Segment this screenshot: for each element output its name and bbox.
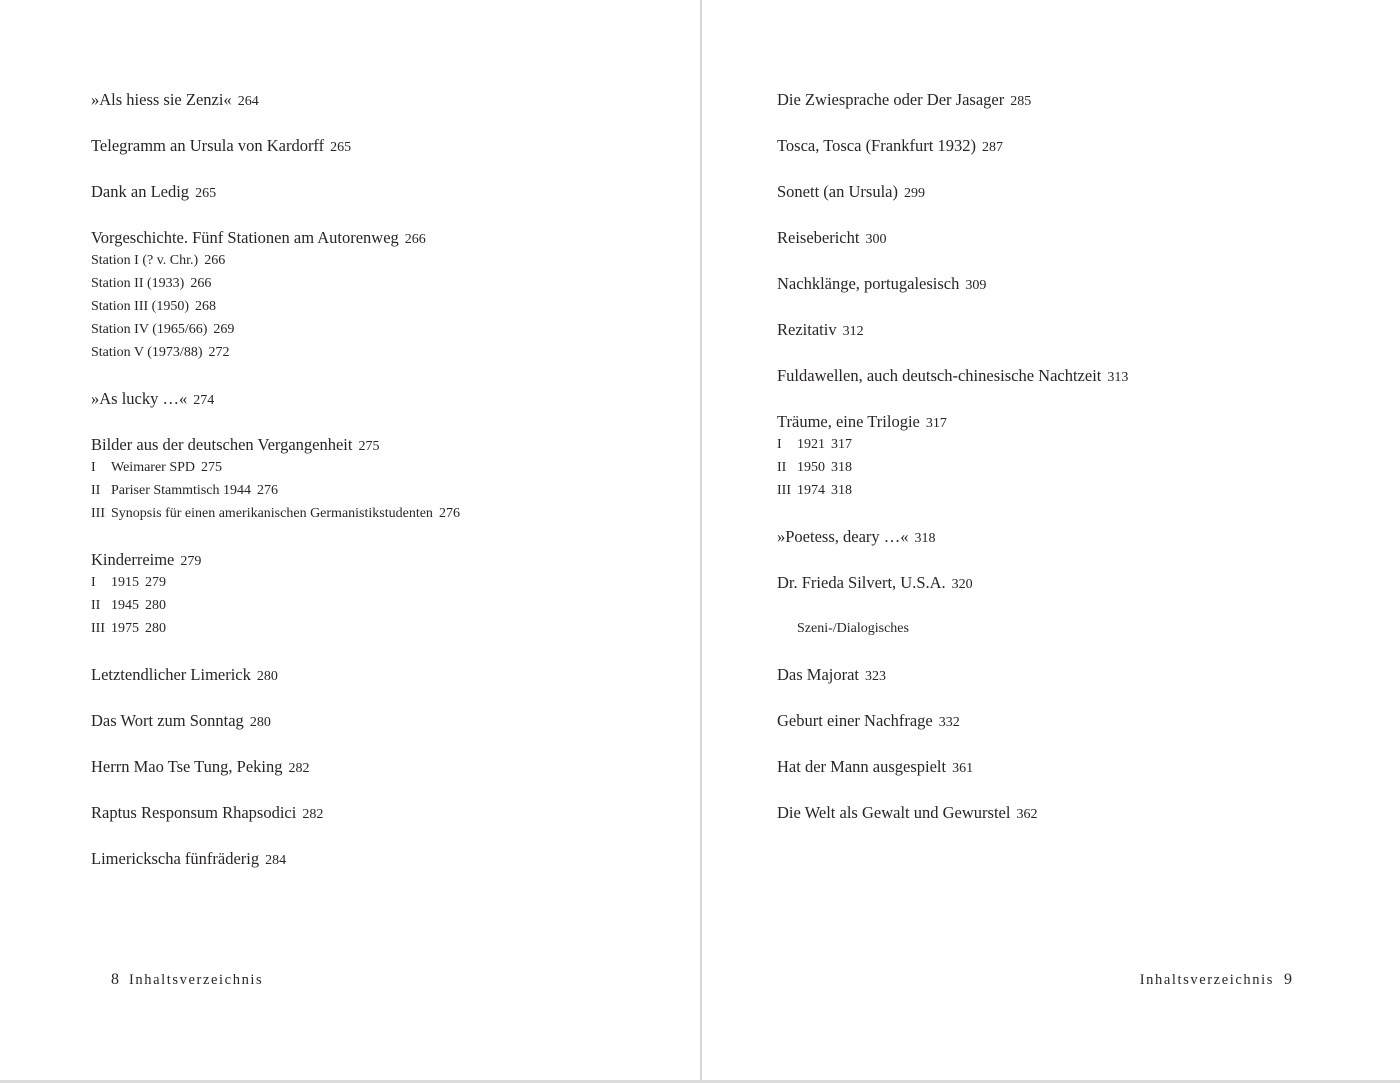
toc-entry bbox=[777, 318, 1128, 341]
toc-entry bbox=[91, 548, 460, 640]
toc-page-number: 284 bbox=[265, 853, 287, 868]
toc-subentry bbox=[91, 456, 460, 479]
toc-entry-line bbox=[777, 364, 1128, 387]
toc-subentry bbox=[91, 571, 460, 594]
toc-subentry-numeral: II bbox=[777, 460, 787, 475]
toc-entry-title: Limerickscha fünfräderig bbox=[91, 849, 260, 868]
toc-page-number: 264 bbox=[237, 94, 259, 109]
toc-page-number: 282 bbox=[288, 761, 310, 776]
toc-page-number: 280 bbox=[145, 621, 166, 636]
running-head: Inhaltsverzeichnis bbox=[1139, 972, 1274, 988]
toc-entry-line bbox=[777, 180, 1128, 203]
toc-subentry bbox=[91, 617, 460, 640]
toc-page-number: 266 bbox=[190, 276, 212, 291]
toc-page-number: 280 bbox=[249, 715, 271, 730]
toc-entry-title: Die Welt als Gewalt und Gewurstel bbox=[777, 803, 1011, 822]
toc-entry-title: Dr. Frieda Silvert, U.S.A. bbox=[777, 573, 946, 592]
toc-entry bbox=[91, 134, 460, 157]
toc-subentry-numeral: II bbox=[91, 598, 101, 613]
toc-page-number: 318 bbox=[914, 531, 936, 546]
toc-subentry bbox=[777, 479, 1128, 502]
toc-entry bbox=[777, 525, 1128, 548]
toc-entry bbox=[91, 433, 460, 525]
toc-subentry-numeral: II bbox=[91, 483, 101, 498]
toc-entry-line bbox=[777, 226, 1128, 249]
toc-entry-title: Sonett (an Ursula) bbox=[777, 182, 898, 201]
toc-subentry-title: Station II (1933) bbox=[91, 276, 185, 291]
toc-entry bbox=[91, 88, 460, 111]
left-page bbox=[0, 0, 700, 1080]
toc-subentry-title: Station I (? v. Chr.) bbox=[91, 253, 199, 268]
toc-entry-line bbox=[91, 134, 460, 157]
toc-entry-line bbox=[91, 387, 460, 410]
toc-subentry-title: Synopsis für einen amerikanischen Germanistikstudenten bbox=[111, 506, 433, 521]
toc-entry-line bbox=[777, 801, 1128, 824]
toc-entry-line bbox=[777, 525, 1128, 548]
toc-subentry-numeral: III bbox=[91, 506, 105, 521]
toc-subentry-title: Station V (1973/88) bbox=[91, 345, 203, 360]
toc-subentry-title: Pariser Stammtisch 1944 bbox=[111, 483, 251, 498]
toc-entry-title: Hat der Mann ausgespielt bbox=[777, 757, 947, 776]
toc-subentry bbox=[91, 594, 460, 617]
toc-page-number: 275 bbox=[358, 439, 380, 454]
toc-page-number: 317 bbox=[925, 416, 947, 431]
toc-entry-line bbox=[777, 272, 1128, 295]
toc-entry-line bbox=[91, 755, 460, 778]
toc-entry-line bbox=[91, 847, 460, 870]
toc-subentry-title: 1915 bbox=[111, 575, 139, 590]
toc-entry-line bbox=[91, 226, 460, 249]
toc-page-number: 276 bbox=[257, 483, 278, 498]
toc-page-number: 300 bbox=[865, 232, 887, 247]
toc-page-number: 361 bbox=[952, 761, 974, 776]
toc-subentry bbox=[777, 433, 1128, 456]
toc-entry-title: Dank an Ledig bbox=[91, 182, 190, 201]
toc-entry bbox=[91, 709, 460, 732]
footer-right bbox=[1140, 968, 1292, 992]
toc-page-number: 313 bbox=[1107, 370, 1129, 385]
toc-page-number: 275 bbox=[201, 460, 223, 475]
toc-page-number: 299 bbox=[903, 186, 925, 201]
toc-entry bbox=[777, 755, 1128, 778]
toc-entry-line bbox=[777, 134, 1128, 157]
toc-subentry-title: 1974 bbox=[797, 483, 825, 498]
toc-page-number: 332 bbox=[938, 715, 960, 730]
toc-entry-line bbox=[777, 571, 1128, 594]
toc-entry-title: Letztendlicher Limerick bbox=[91, 665, 251, 684]
toc-page-number: 280 bbox=[145, 598, 166, 613]
toc-entry-line bbox=[91, 801, 460, 824]
toc-subentry bbox=[91, 272, 460, 295]
toc-entry-title: Rezitativ bbox=[777, 320, 837, 339]
toc-page-number: 272 bbox=[208, 345, 230, 360]
toc-entry-line bbox=[777, 755, 1128, 778]
footer-left bbox=[111, 968, 263, 992]
toc-entry bbox=[777, 571, 1128, 594]
toc-page-number: 320 bbox=[951, 577, 973, 592]
toc-subentry-title: 1945 bbox=[111, 598, 139, 613]
page-number: 8 bbox=[111, 971, 119, 988]
toc-page-number: 279 bbox=[180, 554, 202, 569]
toc-entry bbox=[91, 387, 460, 410]
toc-entry-title: Träume, eine Trilogie bbox=[777, 412, 920, 431]
toc-entry-line bbox=[777, 410, 1128, 433]
toc-entry-title: Bilder aus der deutschen Vergangenheit bbox=[91, 435, 353, 454]
toc-entry-line bbox=[777, 318, 1128, 341]
toc-entry-line bbox=[91, 709, 460, 732]
toc-subentry bbox=[91, 479, 460, 502]
toc-entry-line bbox=[777, 709, 1128, 732]
toc-subentry-numeral: III bbox=[91, 621, 105, 636]
toc-entry-title: Reisebericht bbox=[777, 228, 860, 247]
toc-page-number: 285 bbox=[1010, 94, 1032, 109]
toc-entry-title: Das Majorat bbox=[777, 665, 860, 684]
toc-entry-line bbox=[91, 180, 460, 203]
toc-page-number: 317 bbox=[831, 437, 852, 452]
toc-subentry bbox=[91, 295, 460, 318]
toc-entry-title: Die Zwiesprache oder Der Jasager bbox=[777, 90, 1005, 109]
toc-entry-title: Telegramm an Ursula von Kardorff bbox=[91, 136, 325, 155]
toc-page-number: 318 bbox=[831, 483, 852, 498]
toc-entry bbox=[777, 88, 1128, 111]
page-number: 9 bbox=[1284, 971, 1292, 988]
right-page bbox=[702, 0, 1400, 1080]
toc-page-number: 312 bbox=[842, 324, 864, 339]
toc-entry-title: Vorgeschichte. Fünf Stationen am Autorenweg bbox=[91, 228, 399, 247]
running-head: Inhaltsverzeichnis bbox=[129, 972, 264, 988]
toc-entry bbox=[91, 663, 460, 686]
toc-list-right bbox=[777, 88, 1128, 847]
toc-entry-title: Herrn Mao Tse Tung, Peking bbox=[91, 757, 283, 776]
toc-entry bbox=[777, 272, 1128, 295]
section-heading: Szeni-/Dialogisches bbox=[797, 621, 909, 636]
toc-subentry bbox=[91, 341, 460, 364]
toc-entry-line bbox=[777, 88, 1128, 111]
toc-entry-line bbox=[777, 663, 1128, 686]
toc-page-number: 282 bbox=[302, 807, 324, 822]
toc-page-number: 280 bbox=[256, 669, 278, 684]
toc-subentry-title: 1950 bbox=[797, 460, 825, 475]
toc-entry bbox=[91, 847, 460, 870]
toc-entry-line bbox=[91, 88, 460, 111]
toc-entry-title: Raptus Responsum Rhapsodici bbox=[91, 803, 297, 822]
toc-entry-title: Nachklänge, portugalesisch bbox=[777, 274, 960, 293]
toc-entry bbox=[777, 801, 1128, 824]
toc-subentry bbox=[91, 502, 460, 525]
toc-entry bbox=[777, 180, 1128, 203]
toc-subentry bbox=[91, 318, 460, 341]
toc-entry-title: »Als hiess sie Zenzi« bbox=[91, 90, 232, 109]
toc-entry-line bbox=[91, 433, 460, 456]
toc-subentry-numeral: I bbox=[777, 437, 782, 452]
toc-page-number: 274 bbox=[193, 393, 215, 408]
toc-subentry-numeral: I bbox=[91, 575, 96, 590]
toc-page-number: 268 bbox=[194, 299, 216, 314]
toc-subentry-numeral: III bbox=[777, 483, 791, 498]
toc-entry bbox=[777, 364, 1128, 387]
toc-subentry-numeral: I bbox=[91, 460, 96, 475]
toc-subentry-title: Weimarer SPD bbox=[111, 460, 196, 475]
toc-entry bbox=[777, 617, 1128, 640]
toc-entry bbox=[91, 755, 460, 778]
toc-page-number: 362 bbox=[1016, 807, 1038, 822]
toc-entry-title: Kinderreime bbox=[91, 550, 175, 569]
toc-entry bbox=[777, 134, 1128, 157]
toc-entry bbox=[91, 801, 460, 824]
toc-subentry bbox=[91, 249, 460, 272]
toc-page-number: 279 bbox=[145, 575, 166, 590]
toc-entry bbox=[777, 663, 1128, 686]
toc-entry-line bbox=[91, 663, 460, 686]
toc-page-number: 287 bbox=[982, 140, 1003, 155]
toc-page-number: 276 bbox=[438, 506, 460, 521]
toc-entry-title: Tosca, Tosca (Frankfurt 1932) bbox=[777, 136, 976, 155]
toc-page-number: 269 bbox=[213, 322, 235, 337]
toc-entry-title: Geburt einer Nachfrage bbox=[777, 711, 933, 730]
toc-subentry-title: 1921 bbox=[797, 437, 825, 452]
toc-entry-title: »Poetess, deary …« bbox=[777, 527, 909, 546]
toc-page-number: 323 bbox=[865, 669, 887, 684]
toc-page-number: 266 bbox=[204, 253, 226, 268]
toc-subentry-title: Station III (1950) bbox=[91, 299, 189, 314]
toc-subentry-title: 1975 bbox=[111, 621, 139, 636]
toc-entry-line bbox=[91, 548, 460, 571]
toc-entry-title: Das Wort zum Sonntag bbox=[91, 711, 244, 730]
toc-entry-title: Fuldawellen, auch deutsch-chinesische Nachtzeit bbox=[777, 366, 1102, 385]
toc-subentry bbox=[777, 456, 1128, 479]
toc-entry bbox=[777, 410, 1128, 502]
toc-page-number: 266 bbox=[404, 232, 426, 247]
toc-entry bbox=[91, 180, 460, 203]
toc-list-left bbox=[91, 88, 460, 893]
toc-entry-title: »As lucky …« bbox=[91, 389, 188, 408]
toc-page-number: 265 bbox=[195, 186, 217, 201]
toc-entry bbox=[777, 709, 1128, 732]
toc-page-number: 265 bbox=[330, 140, 352, 155]
toc-page-number: 318 bbox=[831, 460, 852, 475]
toc-page-number: 309 bbox=[965, 278, 987, 293]
toc-subentry-title: Station IV (1965/66) bbox=[91, 322, 208, 337]
toc-entry bbox=[91, 226, 460, 364]
toc-entry bbox=[777, 226, 1128, 249]
